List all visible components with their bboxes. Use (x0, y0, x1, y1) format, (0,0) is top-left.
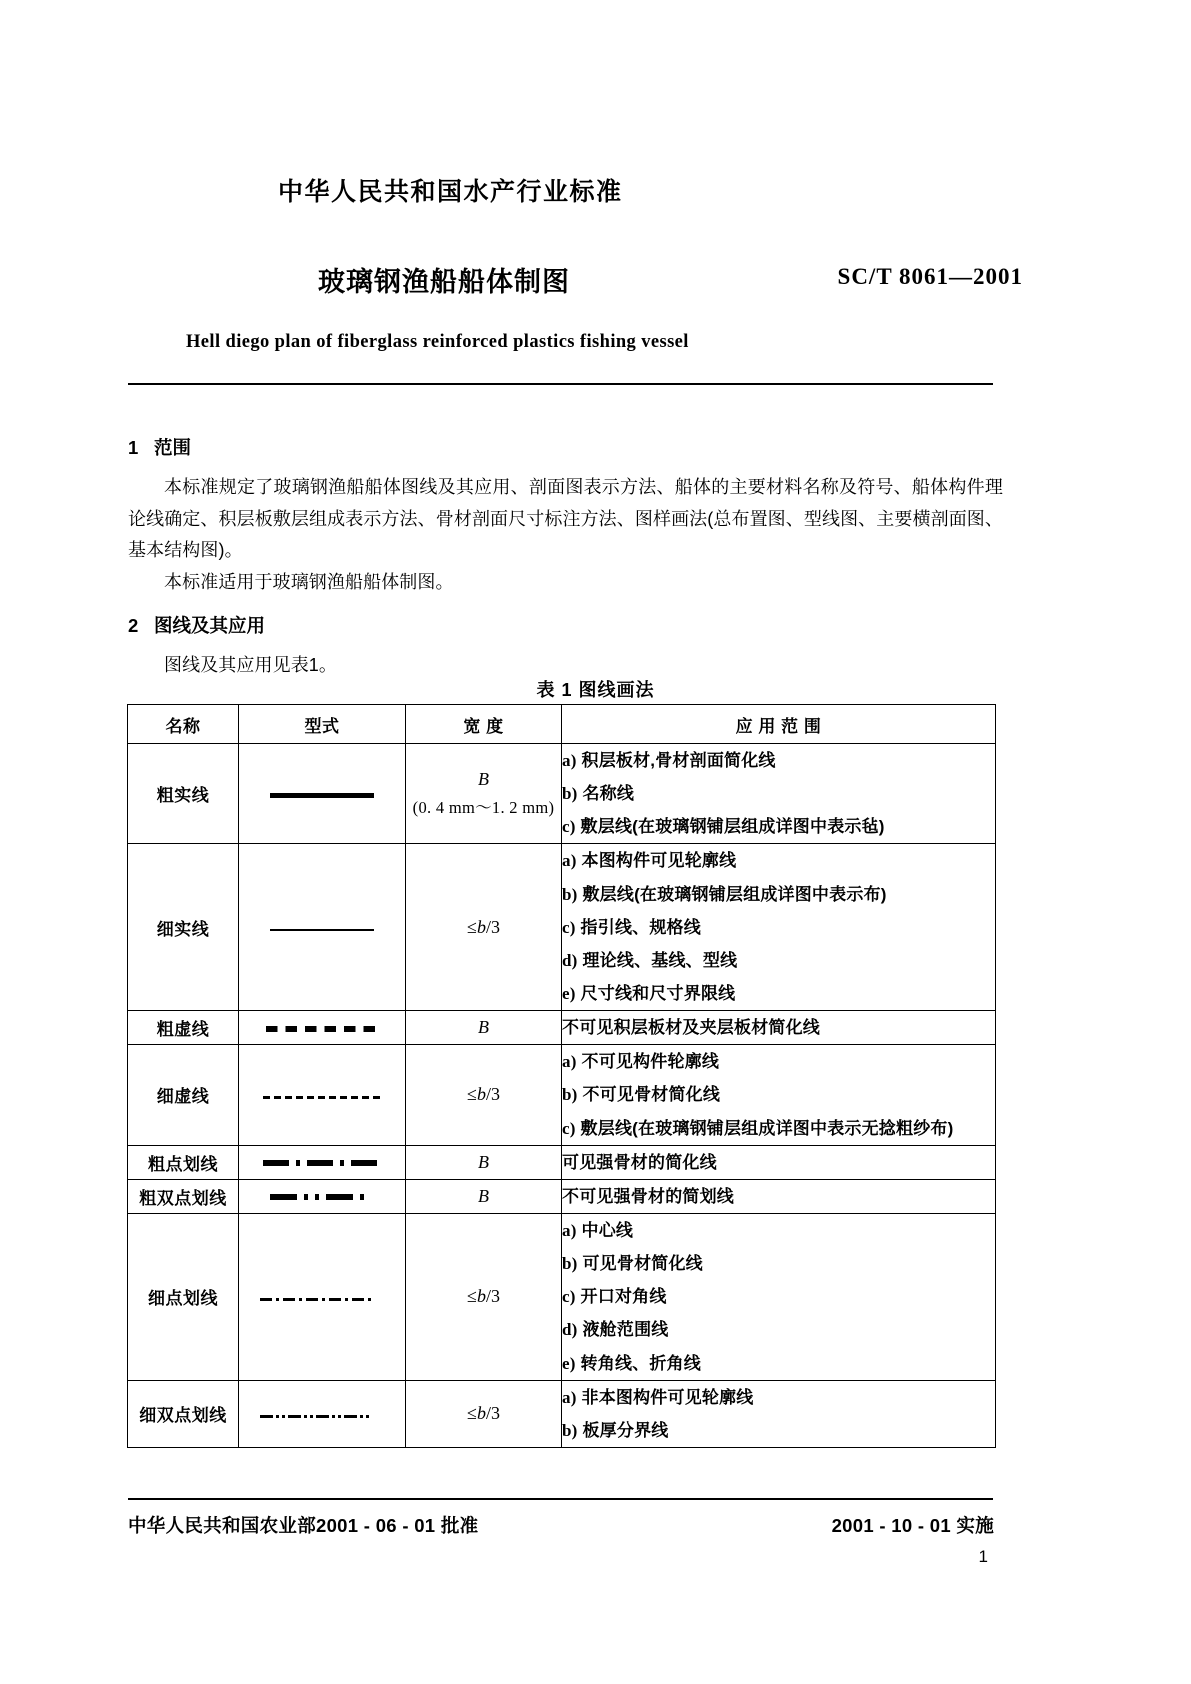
scope-item-label: e) (562, 983, 576, 1003)
cell-line-name: 细虚线 (128, 1045, 239, 1145)
scope-item-text: 液舱范围线 (582, 1320, 669, 1340)
scope-item-label: b) (562, 1254, 578, 1274)
table-row (128, 1145, 996, 1179)
cell-line-width (406, 1145, 562, 1179)
document-body (128, 420, 1003, 682)
scope-item-text: 开口对角线 (580, 1287, 667, 1307)
issuing-organization: 中华人民共和国水产行业标准 (278, 178, 623, 206)
footer-divider (128, 1498, 993, 1500)
scope-item-text: 积层板材,骨材剖面简化线 (581, 751, 776, 770)
cell-application-scope (562, 1380, 996, 1447)
table-row (128, 1011, 996, 1045)
scope-item (562, 1381, 995, 1414)
cell-line-style (239, 1179, 406, 1213)
width-value: B (478, 1151, 489, 1172)
table-header-row (128, 705, 996, 744)
scope-item (562, 1347, 995, 1380)
scope-item-label: b) (562, 1085, 578, 1105)
clause-1-heading (128, 434, 1003, 460)
scope-item-label: c) (562, 817, 576, 837)
scope-item-text: 敷层线(在玻璃钢铺层组成详图中表示布) (582, 884, 887, 904)
cell-line-width (406, 1011, 562, 1045)
scope-item-text: 板厚分界线 (582, 1420, 669, 1440)
scope-item (562, 1414, 995, 1447)
cell-application-scope (562, 1045, 996, 1145)
scope-item (562, 1214, 995, 1247)
scope-item (562, 944, 995, 977)
cell-line-style (239, 744, 406, 844)
implementation-note: 2001 - 10 - 01 实施 (831, 1515, 994, 1536)
masthead (128, 172, 1063, 353)
clause-2-title: 图线及其应用 (154, 615, 266, 636)
cell-line-style (239, 1011, 406, 1045)
line-types-table (127, 704, 996, 1448)
standard-code: SC/T 8061—2001 (837, 264, 1023, 289)
scope-item (562, 777, 995, 810)
scope-item-text: 指引线、规格线 (580, 917, 701, 937)
width-value: ≤b/3 (467, 1286, 500, 1307)
clause-1-paragraph-1: 本标准规定了玻璃钢渔船船体图线及其应用、剖面图表示方法、船体的主要材料名称及符号、船体构件理论线确定、积层板敷层组成表示方法、骨材剖面尺寸标注方法、图样画法(总布置图、型线图、主要横剖面图、基本结构图)。 (128, 477, 1003, 560)
line-sample-thin-dash (263, 1096, 381, 1099)
width-value: B (478, 769, 489, 790)
table-row (128, 844, 996, 1011)
scope-item-text: 尺寸线和尺寸界限线 (580, 983, 736, 1003)
cell-line-name: 粗双点划线 (128, 1179, 239, 1213)
scope-item-label: a) (562, 851, 577, 871)
cell-application-scope (562, 744, 996, 844)
scope-item-text: 不可见积层板材及夹层板材简化线 (562, 1018, 820, 1038)
cell-line-name: 细双点划线 (128, 1380, 239, 1447)
scope-item (562, 1247, 995, 1280)
line-sample-thick-dash-dot-dot (270, 1194, 374, 1200)
clause-2-paragraph-1: 图线及其应用见表1。 (164, 655, 338, 675)
scope-item-label: d) (562, 1320, 578, 1340)
cell-line-name: 粗实线 (128, 744, 239, 844)
scope-item-text: 名称线 (582, 784, 635, 804)
scope-item-text: 中心线 (581, 1220, 634, 1240)
clause-2-number: 2 (128, 615, 139, 636)
col-header-width: 宽 度 (406, 705, 562, 744)
scope-item-label: c) (562, 1118, 576, 1138)
cell-line-style (239, 1045, 406, 1145)
scope-item (562, 911, 995, 944)
clause-1-paragraph-2: 本标准适用于玻璃钢渔船船体制图。 (164, 571, 454, 592)
scope-item-text: 不可见骨材简化线 (582, 1085, 721, 1105)
cell-line-width (406, 1179, 562, 1213)
col-header-name: 名称 (128, 705, 239, 744)
line-sample-thin-dash-dot (260, 1298, 384, 1301)
table-row (128, 1213, 996, 1380)
scope-item-text: 非本图构件可见轮廓线 (581, 1387, 754, 1407)
cell-line-width (406, 844, 562, 1011)
cell-line-name: 细实线 (128, 844, 239, 1011)
scope-item-label: c) (562, 1287, 576, 1307)
scope-item-text: 理论线、基线、型线 (582, 950, 738, 970)
scope-item-label: b) (562, 884, 578, 904)
col-header-scope: 应 用 范 围 (562, 705, 996, 744)
scope-item-label: a) (562, 1387, 577, 1407)
scope-item-text: 本图构件可见轮廓线 (581, 851, 737, 871)
cell-application-scope (562, 1179, 996, 1213)
scope-item-label: d) (562, 950, 578, 970)
scope-item-text: 可见骨材简化线 (582, 1254, 703, 1274)
cell-line-name: 粗点划线 (128, 1145, 239, 1179)
scope-item-text: 可见强骨材的简化线 (562, 1152, 717, 1172)
scope-item (562, 1045, 995, 1078)
scope-item-label: a) (562, 751, 577, 770)
header-divider (128, 383, 993, 385)
scope-item (562, 1146, 995, 1179)
scope-item (562, 844, 995, 877)
width-value: ≤b/3 (467, 1403, 500, 1424)
col-header-style: 型式 (239, 705, 406, 744)
scope-item-label: e) (562, 1353, 576, 1373)
table-1-caption: 表 1 图线画法 (536, 680, 655, 700)
width-range: (0. 4 mm～1. 2 mm) (412, 798, 555, 818)
cell-line-width (406, 1045, 562, 1145)
scope-item-text: 不可见强骨材的简划线 (562, 1186, 734, 1206)
scope-item (562, 810, 995, 843)
scope-item-label: b) (562, 784, 578, 804)
table-header (128, 705, 996, 744)
line-sample-thin-solid (270, 929, 374, 932)
cell-line-style (239, 1213, 406, 1380)
table-body (128, 744, 996, 1448)
cell-line-style (239, 844, 406, 1011)
scope-item (562, 744, 995, 777)
cell-application-scope (562, 1145, 996, 1179)
table-row (128, 1380, 996, 1447)
width-value: ≤b/3 (467, 1084, 500, 1105)
scope-item (562, 1180, 995, 1213)
table-row (128, 744, 996, 844)
clause-1-title: 范围 (154, 437, 192, 458)
table-row (128, 1045, 996, 1145)
width-value: B (478, 1185, 489, 1206)
cell-line-width (406, 1380, 562, 1447)
english-title: Hell diego plan of fiberglass reinforced plastics fishing vessel (186, 332, 689, 352)
page-footer (128, 1512, 994, 1538)
cell-application-scope (562, 844, 996, 1011)
cell-line-width (406, 1213, 562, 1380)
table-row (128, 1179, 996, 1213)
clause-1-number: 1 (128, 437, 139, 458)
width-value: B (478, 1017, 489, 1038)
line-sample-thick-dash-dot (263, 1160, 381, 1166)
scope-item-label: a) (562, 1052, 577, 1072)
line-sample-thin-dash-dot-dot (260, 1415, 384, 1418)
scope-item-label: c) (562, 917, 576, 937)
clause-2-heading (128, 612, 1003, 638)
cell-application-scope (562, 1011, 996, 1045)
line-sample-thick-dash (266, 1026, 378, 1032)
scope-item-text: 转角线、折角线 (580, 1353, 701, 1373)
line-sample-thick-solid (270, 793, 374, 798)
scope-item-label: b) (562, 1420, 578, 1440)
page-number: 1 (978, 1547, 988, 1566)
table-1-wrapper (127, 704, 993, 1448)
scope-item-text: 敷层线(在玻璃钢铺层组成详图中表示毡) (580, 817, 885, 837)
page-title: 玻璃钢渔船船体制图 (318, 267, 570, 297)
cell-line-style (239, 1380, 406, 1447)
scope-item (562, 1280, 995, 1313)
title-row (128, 260, 1063, 300)
cell-line-name: 粗虚线 (128, 1011, 239, 1045)
width-value: ≤b/3 (467, 916, 500, 937)
scope-item (562, 1078, 995, 1111)
scope-item-label: a) (562, 1220, 577, 1240)
scope-item (562, 1313, 995, 1346)
approval-note: 中华人民共和国农业部2001 - 06 - 01 批准 (128, 1515, 479, 1536)
cell-application-scope (562, 1213, 996, 1380)
scope-item (562, 878, 995, 911)
scope-item (562, 977, 995, 1010)
scope-item (562, 1011, 995, 1044)
scope-item (562, 1112, 995, 1145)
cell-line-width (406, 744, 562, 844)
scope-item-text: 不可见构件轮廓线 (581, 1052, 720, 1072)
scope-item-text: 敷层线(在玻璃钢铺层组成详图中表示无捻粗纱布) (580, 1118, 954, 1138)
cell-line-name: 细点划线 (128, 1213, 239, 1380)
cell-line-style (239, 1145, 406, 1179)
